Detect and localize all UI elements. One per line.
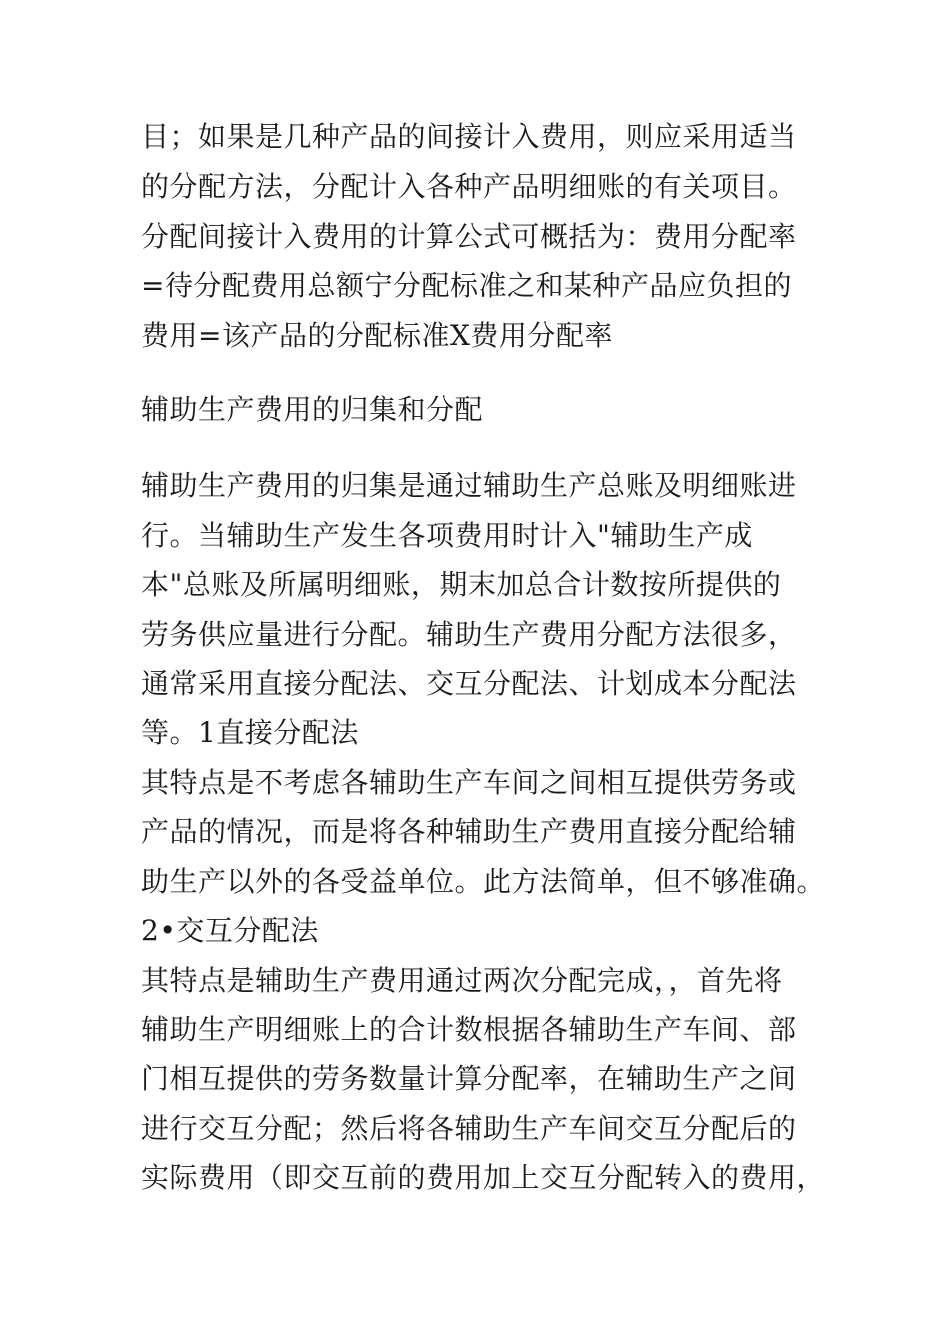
text-line: 进行交互分配；然后将各辅助生产车间交互分配后的 (141, 1112, 797, 1145)
text-line: 门相互提供的劳务数量计算分配率，在辅助生产之间 (141, 1062, 797, 1095)
text-line: 助生产以外的各受益单位。此方法简单，但不够准确。 (141, 865, 826, 898)
text-line: 的分配方法，分配计入各种产品明细账的有关项目。 (141, 170, 797, 203)
section-heading: 辅助生产费用的归集和分配 (141, 393, 484, 426)
text-line: 分配间接计入费用的计算公式可概括为：费用分配率 (141, 220, 797, 253)
text-line: 2•交互分配法 (141, 914, 319, 947)
text-line: 目；如果是几种产品的间接计入费用，则应采用适当 (141, 120, 797, 153)
text-line: 辅助生产明细账上的合计数根据各辅助生产车间、部 (141, 1013, 797, 1046)
text-line: 劳务供应量进行分配。辅助生产费用分配方法很多， (141, 618, 797, 651)
text-line: 其特点是辅助生产费用通过两次分配完成，，首先将 (141, 964, 783, 997)
text-line: 通常采用直接分配法、交互分配法、计划成本分配法 (141, 667, 797, 700)
text-line: 费用=该产品的分配标准X费用分配率 (141, 319, 613, 352)
text-line: 其特点是不考虑各辅助生产车间之间相互提供劳务或 (141, 766, 797, 799)
text-line: 产品的情况，而是将各种辅助生产费用直接分配给辅 (141, 815, 797, 848)
text-line: 等。1直接分配法 (141, 716, 359, 749)
text-line: 行。当辅助生产发生各项费用时计入"辅助生产成 (141, 519, 753, 552)
text-line: =待分配费用总额宁分配标准之和某种产品应负担的 (141, 269, 792, 302)
text-line: 本"总账及所属明细账，期末加总合计数按所提供的 (141, 568, 782, 601)
text-line: 实际费用（即交互前的费用加上交互分配转入的费用， (141, 1161, 826, 1194)
text-line: 辅助生产费用的归集是通过辅助生产总账及明细账进 (141, 469, 797, 502)
